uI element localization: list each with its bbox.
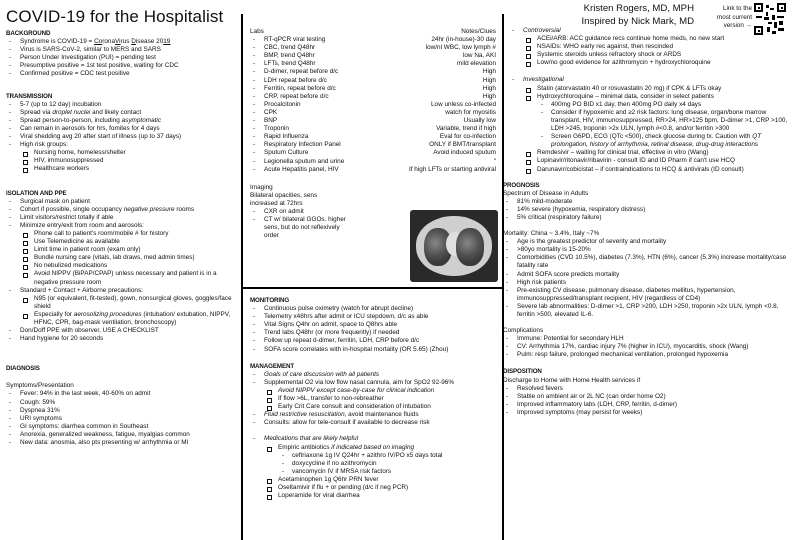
imaging-text: Bilateral opacities, sens	[250, 191, 318, 199]
section-background	[6, 30, 242, 79]
table-row: - BMP, trend Q48hr low Na, AKI	[250, 52, 502, 60]
table-row: - CRP, repeat before d/c High	[250, 93, 502, 101]
list-item: - Pre-existing CV disease, pulmonary disease, diabetes mellitus, hypertension, immunosuppressed/transplant recipient, HIV (regardless of CD4)	[503, 287, 791, 303]
table-row: - Troponin Variable, trend if high	[250, 125, 502, 133]
list-item: - Person Under Investigation (PUI) = pending test	[6, 54, 242, 62]
list-item: - Can remain in aerosols for hrs, fomites for 4 days	[6, 125, 242, 133]
list-subitem: Early Crit Care consult and consideration of intubation	[250, 403, 506, 411]
section-investigational	[509, 76, 791, 173]
list-subitem: Empiric antibiotics if indicated based on imaging	[250, 444, 506, 452]
list-item: - Improved symptoms (may persist for weeks)	[503, 409, 791, 417]
list-subsubitem: - Consider if hypoxemic and ≥2 risk factors: lung disease, organ/bone marrow transplant, HIV, immunosuppressed, RR>24, HR>125 bpm, D-dimer >1, CRP >100, LDH >245, troponin >2x ULN, lymph #<0.8, and/or ferritin >300	[509, 109, 791, 133]
table-row: - RT-qPCR viral testing 24hr (in-house)-30 day	[250, 36, 502, 44]
list-subitem: Especially for aerosolizing procedures (intubation/ extubation, NIPPV, HFNC, CPR, bag-mask ventilation, bronchoscopy)	[6, 311, 242, 327]
list-item: - New data: anosmia, also pts presenting w/ arrhythmia or MI	[6, 439, 242, 447]
section-monitoring	[250, 297, 506, 500]
list-subsubitem: - doxycycline if no azithromycin	[250, 460, 506, 468]
list-subitem: HIV, immunosuppressed	[6, 157, 242, 165]
column-middle	[244, 0, 502, 500]
subsection-label: Complications	[503, 327, 544, 335]
author-credit: Inspired by Nick Mark, MD	[581, 15, 694, 27]
list-item: - High risk groups:	[6, 141, 242, 149]
list-item: - GI symptoms: diarrhea common in Southeast	[6, 423, 242, 431]
list-item: - Presumptive positive = 1st test positive, waiting for CDC	[6, 62, 242, 70]
section-header: BACKGROUND	[6, 30, 51, 37]
list-item: - URI symptoms	[6, 415, 242, 423]
list-item: - Minimize entry/exit from room and aerosols:	[6, 222, 242, 230]
list-item: - Spread person-to-person, including asymptomatic	[6, 117, 242, 125]
list-subitem: Lopinavir/ritonavir/ribavirin - consult ID and ID Pharm if can't use HCQ	[509, 157, 791, 165]
list-subitem: If flow >6L, transfer to non-rebreather	[250, 395, 506, 403]
section-header: DISPOSITION	[503, 368, 542, 376]
list-item: - Consults: allow for tele-consult if available to decrease risk	[250, 419, 506, 427]
list-item: - Controversial	[509, 27, 791, 35]
subsection-label: Symptoms/Presentation	[6, 382, 74, 390]
list-item: - Goals of care discussion with all patients	[250, 371, 506, 379]
section-labs	[250, 28, 502, 174]
list-item: - Anorexia, generalized weakness, fatigue, myalgias common	[6, 431, 242, 439]
chest-ct-image	[410, 210, 498, 282]
list-subitem: Systemic steroids unless refractory shock or ARDS	[509, 51, 791, 59]
list-item: - Spread via droplet nuclei and likely contact	[6, 109, 242, 117]
list-item: - Follow up repeat d-dimer, ferritin, LDH, CRP before d/c	[250, 337, 506, 345]
section-header: ISOLATION AND PPE	[6, 189, 67, 197]
section-header: PROGNOSIS	[503, 181, 540, 189]
list-subitem: Avoid NIPPV except case-by-case for clinical indication	[250, 387, 506, 395]
list-subitem: NSAIDs: WHO early rec against, then rescinded	[509, 43, 791, 51]
list-subitem: Hydroxychloroquine – minimal data, consider in select patients	[509, 93, 791, 101]
subsection-label: Spectrum of Disease in Adults	[503, 189, 589, 197]
list-item: - Pulm: resp failure, prolonged mechanical ventilation, prolonged hypoxemia	[503, 351, 791, 359]
list-item: - Virus is SARS-CoV-2, similar to MERS and SARS	[6, 46, 242, 54]
list-subitem: Phone call to patient's room/mobile # for history	[6, 230, 242, 238]
section-header: MANAGEMENT	[250, 362, 295, 370]
list-item: - High risk patients	[503, 279, 791, 287]
page-title: COVID-19 for the Hospitalist	[6, 7, 224, 26]
list-item: - Stable on ambient air or 2L NC (can order home O2)	[503, 393, 791, 401]
table-row: - Legionella sputum and urine "	[250, 158, 502, 166]
list-subitem: Nursing home, homeless/shelter	[6, 149, 242, 157]
list-item: - Fever: 94% in the last week, 40-60% on admit	[6, 390, 242, 398]
notes-header: Notes/Clues	[461, 28, 496, 35]
list-subitem: No nebulized medications	[6, 262, 242, 270]
list-item: - Limit visitors/restrict totally if able	[6, 214, 242, 222]
list-subsubitem: - ceftriaxone 1g IV Q24hr + azithro IV/PO x5 days total	[250, 452, 506, 460]
section-header: MONITORING	[250, 297, 290, 304]
list-item: - Investigational	[509, 76, 791, 84]
list-item: - Cohort if possible, single occupancy negative pressure rooms	[6, 206, 242, 214]
section-imaging	[250, 184, 350, 241]
list-item: - Supplemental O2 via low flow nasal cannula, aim for SpO2 92-96%	[250, 379, 506, 387]
subsection-label: Discharge to Home with Home Health services if	[503, 376, 641, 384]
section-divider-imaging	[241, 287, 504, 289]
list-item: - Surgical mask on patient	[6, 198, 242, 206]
column-left	[0, 0, 242, 447]
author-block	[582, 3, 694, 28]
list-item: - 5% critical (respiratory failure)	[503, 214, 791, 222]
imaging-text: increased at 72hrs	[250, 199, 303, 207]
list-subitem: Use Telemedicine as available	[6, 238, 242, 246]
list-item: - Cough: 59%	[6, 399, 242, 407]
list-item: - Severe lab abnormalities: D-dimer >1, CRP >200, LDH >250, troponin >2x ULN, lymph <0.8, ferritin >500, elevated IL-6.	[503, 303, 791, 319]
table-row: - CBC, trend Q48hr low/nl WBC, low lymph #	[250, 44, 502, 52]
list-item: - Telemetry x48hrs after admit or ICU stepdown, d/c as able	[250, 313, 506, 321]
author-name: Kristen Rogers, MD, MPH	[583, 3, 694, 14]
list-subsubitem: - 400mg PO BID x1 day, then 400mg PO daily x4 days	[509, 101, 791, 109]
table-row: - Sputum Culture Avoid induced sputum	[250, 149, 502, 157]
list-item: - Vital Signs Q4hr on admit, space to Q8hrs able	[250, 321, 506, 329]
section-management	[250, 371, 506, 500]
list-subitem: Remdesivir – waiting for clinical trial, effective in vitro (Wang)	[509, 149, 791, 157]
list-item: - Trend labs Q48hr (or more frequently) if needed	[250, 329, 506, 337]
list-item: - Viral shedding avg 20 after start of illness (up to 37 days)	[6, 133, 242, 141]
list-item: - Don/Doff PPE with observer, USE A CHECKLIST	[6, 327, 242, 335]
list-subitem: Low/no good evidence for azithromycin + hydroxychloroquine	[509, 59, 791, 67]
list-item: - Standard + Contact + Airborne precautions:	[6, 287, 242, 295]
table-row: - Procalcitonin Low unless co-infected	[250, 101, 502, 109]
table-row: - Ferritin, repeat before d/c High	[250, 85, 502, 93]
list-subitem: Limit time in patient room (exam only)	[6, 246, 242, 254]
current-version-link[interactable]: Link to the most current version →	[717, 5, 752, 29]
list-subitem: Acetaminophen 1g Q6hr PRN fever	[250, 476, 506, 484]
list-item: - CV: Arrhythmia 17%, cardiac injury 7% (higher in ICU), myocarditis, shock (Wang)	[503, 343, 791, 351]
list-subitem: ACEi/ARB: ACC guidance recs continue home meds, no new start	[509, 35, 791, 43]
list-item: - Continuous pulse oximetry (watch for abrupt decline)	[250, 305, 506, 313]
table-row: - D-dimer, repeat before d/c High	[250, 68, 502, 76]
list-item: - Age is the greatest predictor of severity and mortality	[503, 238, 791, 246]
table-row: - LFTs, trend Q48hr mild elevation	[250, 60, 502, 68]
list-item: - SOFA score correlates with in-hospital mortality (OR 5.65) (Zhou)	[250, 346, 506, 354]
list-subitem: Loperamide for viral diarrhea	[250, 492, 506, 500]
list-subitem: Statin (atorvastatin 40 or rosuvastatin 20 mg) if CPK & LFTs okay	[509, 85, 791, 93]
column-right	[503, 0, 792, 540]
list-item: - Confirmed positive = CDC test positive	[6, 70, 242, 78]
section-header: Imaging	[250, 183, 273, 191]
table-row: - CPK watch for myositis	[250, 109, 502, 117]
list-subitem: Healthcare workers	[6, 165, 242, 173]
table-row: - Acute Hepatitis panel, HIV If high LFTs or starting antiviral	[250, 166, 502, 174]
list-item: - Dyspnea 31%	[6, 407, 242, 415]
section-diagnosis	[6, 365, 242, 447]
list-item: - CT w/ bilateral GGOs. higher sens, but do not reflexively order	[250, 216, 350, 240]
list-item: - Syndrome is COVID-19 = CoronaVirus Disease 2019	[6, 38, 242, 46]
section-header: DIAGNOSIS	[6, 365, 40, 373]
list-item: - 5-7 (up to 12 day) incubation	[6, 101, 242, 109]
labs-table	[250, 36, 502, 174]
table-row: - BNP Usually low	[250, 117, 502, 125]
section-prognosis	[503, 182, 791, 360]
list-item: - 81% mild-moderate	[503, 198, 791, 206]
table-row: - Rapid Influenza Eval for co-infection	[250, 133, 502, 141]
list-subitem: Oseltamivir if flu + or pending (d/c if neg PCR)	[250, 484, 506, 492]
list-item: - Hand hygiene for 20 seconds	[6, 335, 242, 343]
list-subsubitem: - Screen G6PD, ECG (QTc <500), check glucose during tx. Caution with QT prolongation, history of arrhythmia, retinal disease, drug-drug interactions	[509, 133, 791, 149]
section-controversial	[503, 27, 791, 417]
table-row: - LDH repeat before d/c High	[250, 77, 502, 85]
list-item: - Improved inflammatory labs (LDH, CRP, ferritin, d-dimer)	[503, 401, 791, 409]
list-subitem: Avoid NIPPV (BiPAP/CPAP) unless necessary and patient is in a negative pressure room	[6, 270, 242, 286]
list-subsubitem: - vancomycin IV if MRSA risk factors	[250, 468, 506, 476]
list-item: - >80yo mortality is 15-20%	[503, 246, 791, 254]
list-subitem: Darunavir/cobicistat – if contraindications to HCQ & antivirals (ID consult)	[509, 166, 791, 174]
lung-right-shape	[456, 228, 484, 266]
list-item: - 14% severe (hypoxemia, respiratory distress)	[503, 206, 791, 214]
list-item: - Admit SOFA score predicts mortality	[503, 271, 791, 279]
section-transmission	[6, 93, 242, 174]
list-subitem: Bundle nursing care (vitals, lab draws, med admin times)	[6, 254, 242, 262]
list-item: - Comorbidities (CVD 10.5%), diabetes (7.3%), HTN (6%), cancer (5.3%) increase mortality/case fatality rate	[503, 254, 791, 270]
list-item: - Resolved fevers	[503, 385, 791, 393]
section-header: TRANSMISSION	[6, 92, 53, 100]
table-row: - Respiratory Infection Panel ONLY if BMT/transplant	[250, 141, 502, 149]
section-isolation	[6, 190, 242, 344]
list-item: - Immune: Potential for secondary HLH	[503, 335, 791, 343]
list-item: - Fluid restrictive resuscitation, avoid maintenance fluids	[250, 411, 506, 419]
list-item: - CXR on admit	[250, 208, 350, 216]
list-subitem: N95 (or equivalent, fit-tested), gown, nonsurgical gloves, goggles/face shield	[6, 295, 242, 311]
section-header: Labs	[250, 28, 264, 35]
list-item: - Medications that are likely helpful	[250, 435, 506, 443]
section-disposition	[503, 368, 791, 417]
subsection-label: Mortality: China ~ 3.4%, Italy ~7%	[503, 230, 600, 238]
